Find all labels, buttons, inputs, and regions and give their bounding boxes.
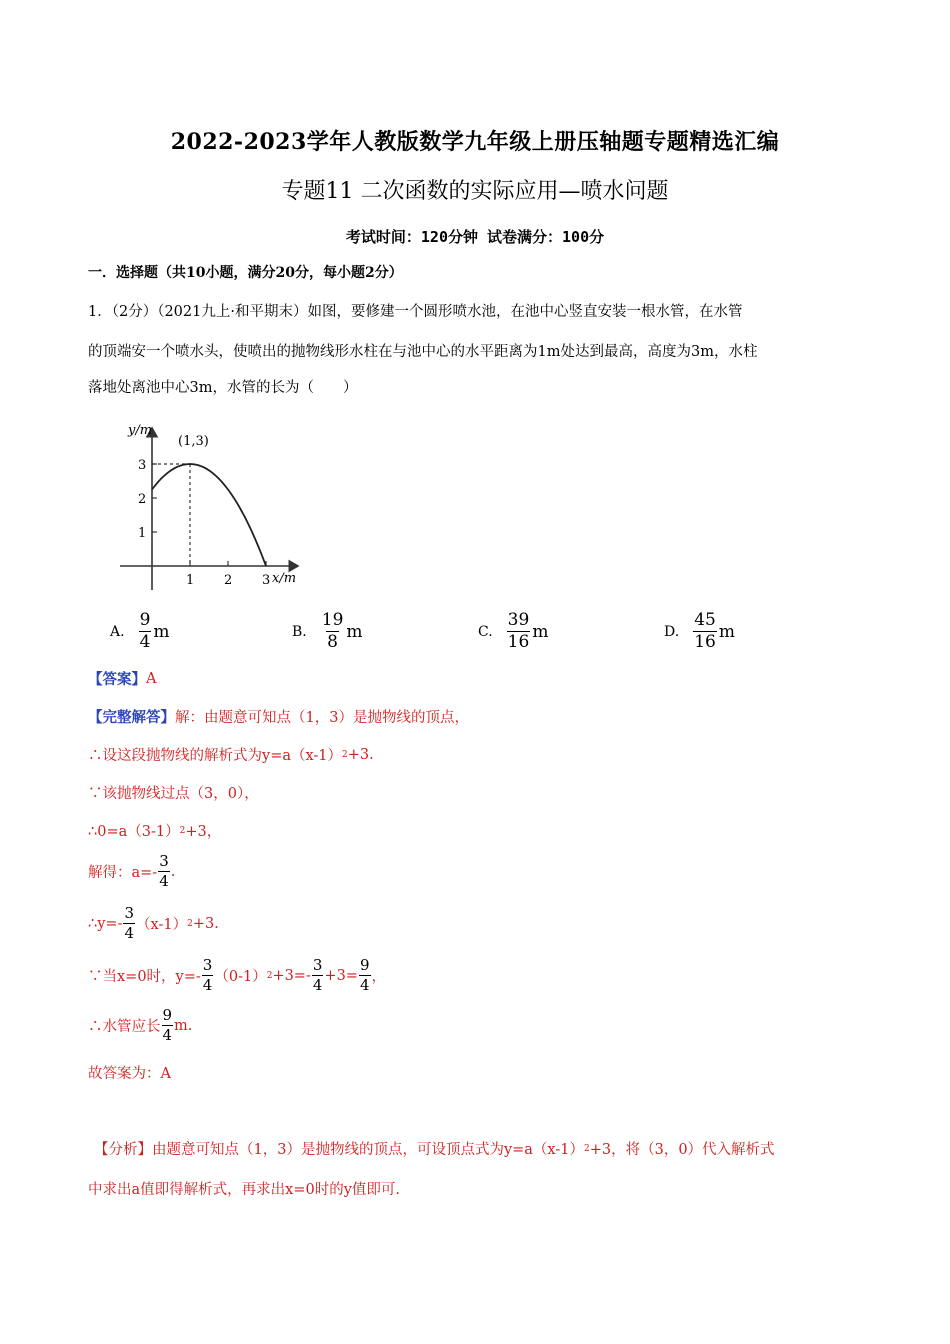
- solution-line-7: ∵当x=0时，y=- $\frac{3}{4}$ （0-1） 2 +3=- $\frac{3}{4}$ +3= $\frac{9}{4}$ ，: [88, 956, 386, 994]
- option-fraction: $\frac{9}{4}$: [139, 610, 151, 652]
- option-a[interactable]: A. $\frac{9}{4}$ m: [110, 610, 170, 652]
- option-fraction: $\frac{45}{16}$: [694, 610, 716, 652]
- option-d[interactable]: D. $\frac{45}{16}$ m: [664, 610, 735, 652]
- exam-info: 考试时间：120分钟 试卷满分：100分: [345, 228, 605, 246]
- x-axis-label: x/m: [272, 571, 297, 586]
- solution-line-5: 解得：a=- $\frac{3}{4}$ .: [88, 852, 176, 890]
- section-heading: 一．选择题（共10小题，满分20分，每小题2分）: [88, 265, 403, 281]
- y-axis-label: y/m: [128, 423, 153, 438]
- question-line-1: 1．（2分）（2021九上·和平期末）如图，要修建一个圆形喷水池，在池中心竖直安装一根水管，在水管: [88, 304, 743, 320]
- y-tick-label: 2: [138, 492, 147, 507]
- parabola-figure: [110, 420, 310, 592]
- option-fraction: $\frac{19}{8}$: [321, 610, 344, 652]
- solution-line-3: ∵该抛物线过点（3，0），: [88, 786, 259, 802]
- solution-line-4: ∴0=a（3-1） 2 +3，: [88, 824, 222, 840]
- question-line-3: 落地处离池中心3m，水管的长为（ ）: [88, 380, 358, 396]
- option-letter: C.: [478, 623, 493, 640]
- analysis-line-2: 中求出a值即得解析式，再求出x=0时的y值即可.: [88, 1182, 400, 1198]
- solution-line-1: 【完整解答】 解：由题意可知点（1，3）是抛物线的顶点，: [88, 709, 469, 726]
- answer-line: 【答案】 A: [88, 670, 157, 688]
- option-letter: D.: [664, 623, 680, 640]
- option-letter: B.: [292, 623, 307, 640]
- option-fraction: $\frac{39}{16}$: [507, 610, 530, 652]
- analysis-line-1: 【分析】 由题意可知点（1，3）是抛物线的顶点，可设顶点式为y=a（x-1） 2 +3，将（3，0）代入解析式: [94, 1142, 775, 1158]
- solution-line-2: ∴设这段抛物线的解析式为y=a（x-1） 2 +3.: [88, 746, 374, 764]
- y-tick-label: 1: [138, 526, 147, 541]
- solution-line-6: ∴y=- $\frac{3}{4}$ （x-1） 2 +3.: [88, 904, 219, 942]
- y-tick-label: 3: [138, 458, 147, 473]
- option-letter: A.: [110, 623, 125, 640]
- document-title: 2022-2023学年人教版数学九年级上册压轴题专题精选汇编: [170, 129, 780, 155]
- solution-line-9: 故答案为：A: [88, 1066, 171, 1082]
- parabola-curve: [152, 464, 266, 566]
- x-tick-label: 3: [262, 573, 271, 588]
- solution-line-8: ∴水管应长 $\frac{9}{4}$ m.: [88, 1006, 193, 1044]
- option-c[interactable]: C. $\frac{39}{16}$ m: [478, 610, 549, 652]
- x-tick-label: 2: [224, 573, 233, 588]
- option-b[interactable]: B. $\frac{19}{8}$ m: [292, 610, 363, 652]
- x-tick-label: 1: [186, 573, 195, 588]
- question-line-2: 的顶端安一个喷水头，使喷出的抛物线形水柱在与池中心的水平距离为1m处达到最高，高度为3m，水柱: [88, 344, 758, 360]
- vertex-label: (1,3): [178, 434, 209, 449]
- document-subtitle: 专题11 二次函数的实际应用—喷水问题: [281, 179, 669, 204]
